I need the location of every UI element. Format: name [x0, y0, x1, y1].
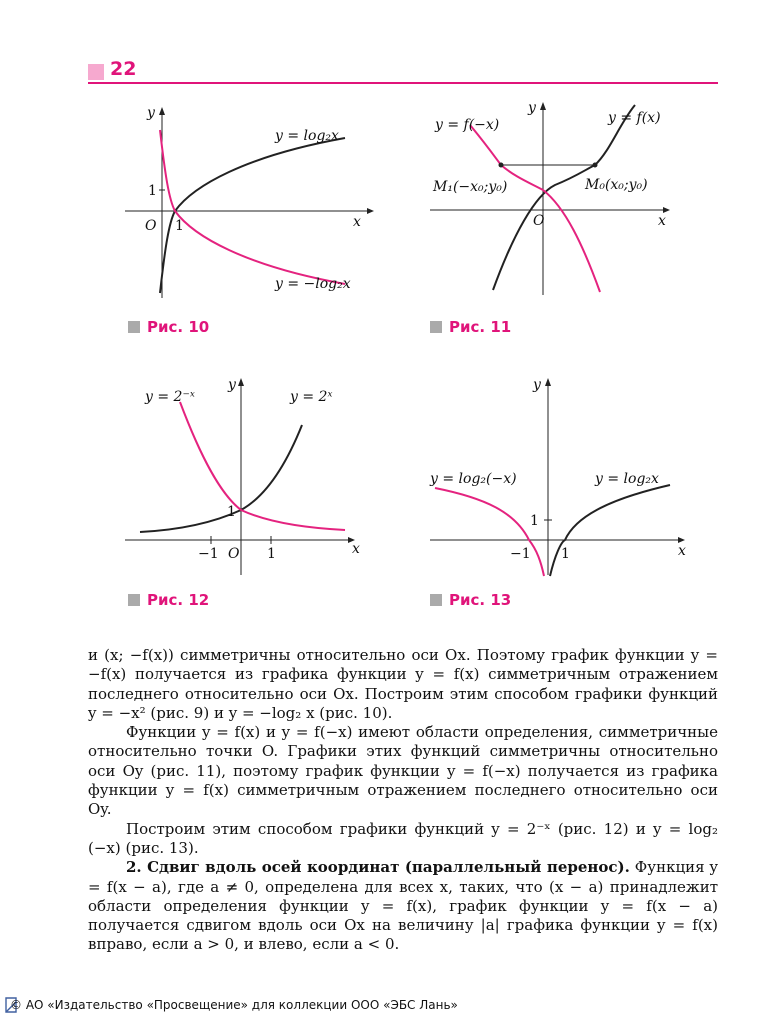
paragraph-1: и (x; −f(x)) симметричны относительно оси Ox. Поэтому график функции y = −f(x) получается из графика функции y = f(x) симметричным отражением последнего относительно оси Ox. Построим этим способом графики функций y = −x² (рис. 9) и y = −log₂ x (рис. 10).	[88, 646, 718, 722]
tick-y-label: 1	[148, 183, 157, 199]
figure-13	[425, 370, 705, 585]
tick-y-label: 1	[530, 513, 539, 529]
tick-x-label: 1	[175, 218, 184, 234]
tick-pos-label: 1	[561, 546, 570, 562]
caption-fig-12	[128, 591, 209, 609]
caption-text: Рис. 11	[449, 318, 512, 336]
origin-label: O	[533, 213, 545, 229]
page-number: 22	[110, 58, 137, 80]
y-arrow	[238, 378, 244, 386]
caption-text: Рис. 12	[147, 591, 210, 609]
y-label: y	[533, 377, 541, 393]
label-log2-neg-x: y = log₂(−x)	[430, 471, 517, 487]
body-text	[88, 646, 718, 955]
y-arrow	[159, 107, 165, 115]
curve-2x	[140, 425, 302, 532]
x-label: x	[658, 213, 666, 229]
y-label: y	[147, 105, 155, 121]
label-log2x: y = log₂x	[595, 471, 659, 487]
caption-fig-13	[430, 591, 511, 609]
x-label: x	[353, 214, 361, 230]
paragraph-3: Построим этим способом графики функций y = 2⁻ˣ (рис. 12) и y = log₂ (−x) (рис. 13).	[88, 819, 718, 857]
point-m0	[593, 163, 598, 168]
label-m0: M₀(x₀;y₀)	[585, 177, 648, 193]
section-body: Функция y = f(x − a), где a ≠ 0, определена для всех x, таких, что (x − a) принадлежит области определения функции y = f(x), график функции y = f(x − a) получается сдвигом вдоль оси Ox на величину |a| графика функции y = f(x) вправо, если a > 0, и влево, если a < 0.	[88, 858, 718, 954]
header-rule	[88, 82, 718, 84]
label-log2x: y = log₂x	[275, 128, 339, 144]
curve-log2x	[550, 485, 670, 576]
caption-fig-10	[128, 318, 209, 336]
label-f-x: y = f(x)	[608, 110, 661, 126]
label-f-neg-x: y = f(−x)	[435, 117, 500, 133]
y-arrow	[540, 102, 546, 110]
curve-neg-log2x	[160, 130, 345, 284]
figure-12	[120, 370, 380, 585]
section-heading: 2. Сдвиг вдоль осей координат (параллельный перенос).	[126, 858, 630, 877]
caption-fig-11	[430, 318, 511, 336]
y-label: y	[528, 100, 536, 116]
caption-text: Рис. 10	[147, 318, 210, 336]
label-m1: M₁(−x₀;y₀)	[433, 179, 508, 195]
point-m1	[499, 163, 504, 168]
curve-f-neg-x	[470, 125, 600, 292]
tick-pos-label: 1	[267, 546, 276, 562]
figure-11	[425, 95, 705, 310]
caption-marker	[430, 594, 442, 606]
section-paragraph	[88, 858, 718, 954]
x-label: x	[352, 541, 360, 557]
page-header	[88, 58, 718, 84]
caption-marker	[128, 594, 140, 606]
origin-label: O	[228, 546, 240, 562]
curve-f-x	[493, 105, 635, 290]
footer-text: © АО «Издательство «Просвещение» для коллекции ООО «ЭБС Лань»	[10, 998, 458, 1012]
y-arrow	[545, 378, 551, 386]
label-neg-log2x: y = −log₂x	[275, 276, 351, 292]
paragraph-2: Функции y = f(x) и y = f(−x) имеют области определения, симметричные относительно точки O. Графики этих функций симметричны относительно оси Oy (рис. 11), поэтому график функции y = f(−x) получается из графика функции y = f(x) симметричным отражением последнего относительно оси Oy.	[88, 723, 718, 819]
tick-neg-label: −1	[198, 546, 219, 562]
caption-marker	[430, 321, 442, 333]
curve-log2x	[160, 138, 345, 293]
origin-label: O	[145, 218, 157, 234]
curve-log2-neg-x	[435, 488, 544, 576]
caption-marker	[128, 321, 140, 333]
figure-10	[115, 98, 375, 313]
label-2-neg-x: y = 2⁻ˣ	[145, 389, 195, 405]
page-marker	[88, 64, 104, 80]
x-label: x	[678, 543, 686, 559]
label-2x: y = 2ˣ	[290, 389, 333, 405]
curve-2-neg-x	[180, 402, 345, 530]
y-label: y	[228, 377, 236, 393]
caption-text: Рис. 13	[449, 591, 512, 609]
tick-neg-label: −1	[510, 546, 531, 562]
footer	[0, 996, 780, 1016]
x-arrow	[367, 208, 374, 214]
tick-y-label: 1	[227, 504, 236, 520]
